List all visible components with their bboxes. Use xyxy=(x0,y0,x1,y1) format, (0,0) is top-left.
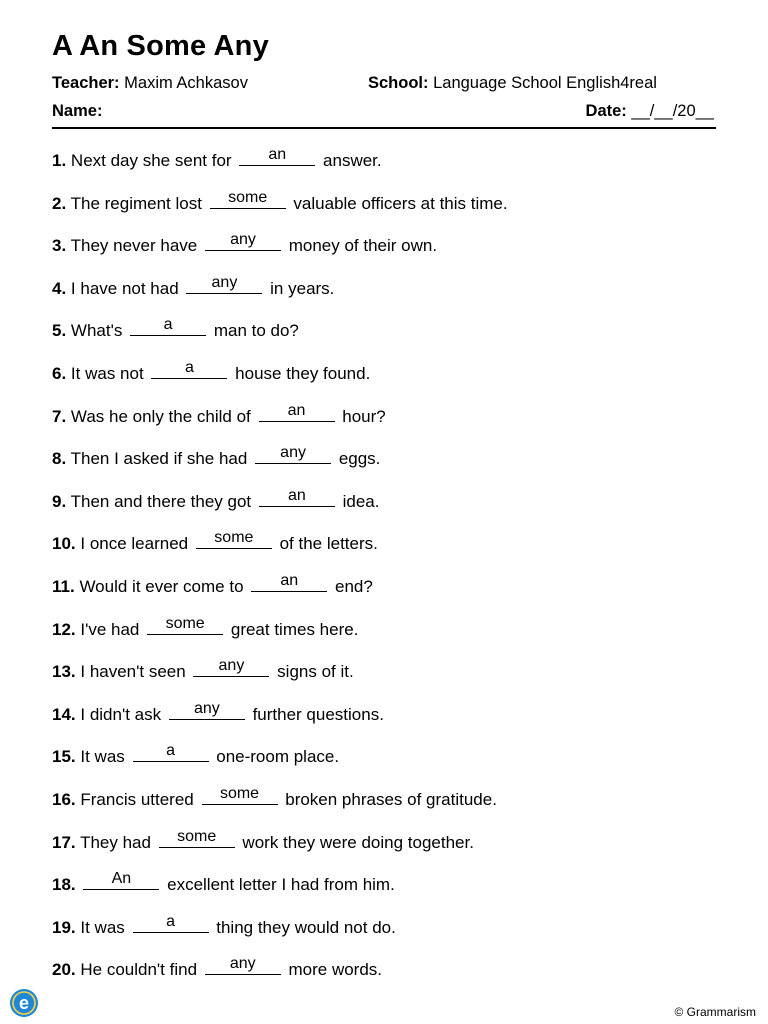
answer-text: some xyxy=(214,529,254,547)
answer-blank xyxy=(151,360,227,379)
question-text-before: I have not had xyxy=(70,278,179,298)
question-text-after: great times here. xyxy=(230,619,359,639)
answer-blank xyxy=(147,616,223,635)
question-number: 18. xyxy=(52,875,76,895)
question-list xyxy=(52,147,716,999)
question-item xyxy=(52,956,716,999)
question-number: 5. xyxy=(52,321,67,341)
answer-blank xyxy=(255,445,331,464)
answer-blank xyxy=(251,573,327,592)
question-text-after: valuable officers at this time. xyxy=(293,193,508,213)
question-item xyxy=(52,786,716,829)
question-item xyxy=(52,573,716,616)
question-number: 6. xyxy=(52,363,67,383)
question-text-after: more words. xyxy=(288,960,383,980)
question-number: 10. xyxy=(52,534,76,554)
answer-blank xyxy=(210,190,286,209)
question-item xyxy=(52,275,716,318)
answer-blank xyxy=(169,701,245,720)
answer-text: an xyxy=(268,146,287,163)
question-text-after: in years. xyxy=(270,278,335,298)
question-number: 19. xyxy=(52,917,76,937)
question-number: 9. xyxy=(52,491,67,511)
question-item xyxy=(52,701,716,744)
question-number: 2. xyxy=(52,193,67,213)
answer-blank xyxy=(239,147,315,166)
svg-text:e: e xyxy=(18,993,30,1013)
school-label: School: xyxy=(368,74,429,92)
date-label: Date: xyxy=(585,102,627,120)
question-text-before: Would it ever come to xyxy=(79,576,244,596)
copyright-text: © Grammarism xyxy=(674,1005,756,1019)
teacher-value: Maxim Achkasov xyxy=(124,74,248,92)
question-item xyxy=(52,530,716,573)
answer-text: a xyxy=(163,316,173,334)
question-item xyxy=(52,488,716,531)
question-text-after: man to do? xyxy=(213,321,299,341)
question-item xyxy=(52,317,716,360)
date-value: __/__/20__ xyxy=(631,102,714,120)
question-text-after: further questions. xyxy=(252,704,384,724)
question-text-after: eggs. xyxy=(338,449,381,469)
question-number: 12. xyxy=(52,619,76,639)
question-number: 20. xyxy=(52,960,76,980)
answer-text: some xyxy=(228,188,268,206)
question-text-after: house they found. xyxy=(235,363,371,383)
name-line xyxy=(52,102,102,121)
question-item xyxy=(52,403,716,446)
answer-blank xyxy=(259,488,335,507)
question-text-before: It was xyxy=(80,917,125,937)
question-text-before: Was he only the child of xyxy=(70,406,251,426)
answer-blank xyxy=(130,317,206,336)
question-text-before: It was xyxy=(80,747,125,767)
question-text-before: Then I asked if she had xyxy=(70,449,248,469)
question-item xyxy=(52,616,716,659)
answer-blank xyxy=(205,956,281,975)
answer-text: a xyxy=(166,912,175,930)
question-text-before: It was not xyxy=(70,363,144,383)
question-item xyxy=(52,658,716,701)
question-number: 1. xyxy=(52,151,67,170)
question-item xyxy=(52,190,716,233)
question-item xyxy=(52,914,716,957)
question-text-after: work they were doing together. xyxy=(242,832,474,852)
answer-blank xyxy=(202,786,278,805)
answer-text: an xyxy=(280,571,299,589)
question-text-after: idea. xyxy=(342,491,380,511)
answer-blank xyxy=(259,403,335,422)
answer-blank xyxy=(186,275,262,294)
question-text-before: Next day she sent for xyxy=(70,151,232,170)
page-title: A An Some Any xyxy=(52,30,269,62)
answer-text: any xyxy=(230,231,256,249)
question-number: 4. xyxy=(52,278,67,298)
answer-text: any xyxy=(211,273,238,291)
question-text-after: money of their own. xyxy=(288,236,438,256)
answer-blank xyxy=(159,829,235,848)
question-text-before: Then and there they got xyxy=(70,491,252,511)
question-item xyxy=(52,829,716,872)
question-item xyxy=(52,232,716,275)
question-item xyxy=(52,360,716,403)
question-text-after: hour? xyxy=(342,406,386,426)
question-number: 8. xyxy=(52,449,67,469)
answer-text: some xyxy=(219,784,260,802)
school-value: Language School English4real xyxy=(433,74,657,92)
question-text-before: I didn't ask xyxy=(80,704,162,724)
question-text-after: thing they would not do. xyxy=(216,917,396,937)
teacher-label: Teacher: xyxy=(52,74,120,92)
question-text-after: broken phrases of gratitude. xyxy=(285,789,497,809)
question-text-before: What's xyxy=(70,321,123,341)
question-item xyxy=(52,871,716,914)
question-text-before: He couldn't find xyxy=(80,960,198,980)
question-number: 16. xyxy=(52,789,76,809)
answer-text: an xyxy=(287,401,306,419)
question-item xyxy=(52,743,716,786)
answer-blank xyxy=(193,658,269,677)
question-text-before: I once learned xyxy=(80,534,189,554)
answer-text: a xyxy=(166,742,175,760)
teacher-line xyxy=(52,74,248,93)
question-text-before: I haven't seen xyxy=(80,662,186,682)
answer-text: any xyxy=(193,699,220,717)
answer-text: an xyxy=(287,486,306,504)
question-text-before: The regiment lost xyxy=(70,193,202,213)
question-number: 15. xyxy=(52,747,76,767)
question-number: 7. xyxy=(52,406,67,426)
question-text-before: I've had xyxy=(80,619,140,639)
name-label: Name: xyxy=(52,102,103,120)
answer-blank xyxy=(196,530,272,549)
date-line xyxy=(586,102,714,121)
answer-text: a xyxy=(184,358,194,376)
question-text-before: They had xyxy=(80,832,151,852)
question-item xyxy=(52,147,716,190)
question-number: 13. xyxy=(52,662,76,682)
question-item xyxy=(52,445,716,488)
question-text-after: signs of it. xyxy=(277,662,354,682)
answer-text: some xyxy=(177,827,217,845)
question-text-after: of the letters. xyxy=(279,534,378,554)
answer-text: any xyxy=(280,444,306,462)
e-logo-icon xyxy=(9,988,39,1018)
answer-blank xyxy=(133,743,209,762)
answer-blank xyxy=(205,232,281,251)
answer-text: some xyxy=(165,614,205,632)
question-text-before: They never have xyxy=(70,236,198,256)
question-text-after: one-room place. xyxy=(216,747,340,767)
question-text-after: end? xyxy=(335,576,373,596)
answer-text: An xyxy=(111,870,132,888)
question-number: 11. xyxy=(52,576,75,596)
question-number: 3. xyxy=(52,236,67,256)
question-number: 17. xyxy=(52,832,76,852)
answer-text: any xyxy=(218,657,245,675)
answer-blank xyxy=(133,914,209,933)
question-number: 14. xyxy=(52,704,76,724)
answer-blank xyxy=(83,871,159,890)
header-divider xyxy=(52,127,716,129)
question-text-after: answer. xyxy=(323,151,382,170)
answer-text: any xyxy=(229,955,256,973)
question-text-after: excellent letter I had from him. xyxy=(167,875,395,895)
school-line xyxy=(368,74,657,93)
question-text-before: Francis uttered xyxy=(80,789,194,809)
